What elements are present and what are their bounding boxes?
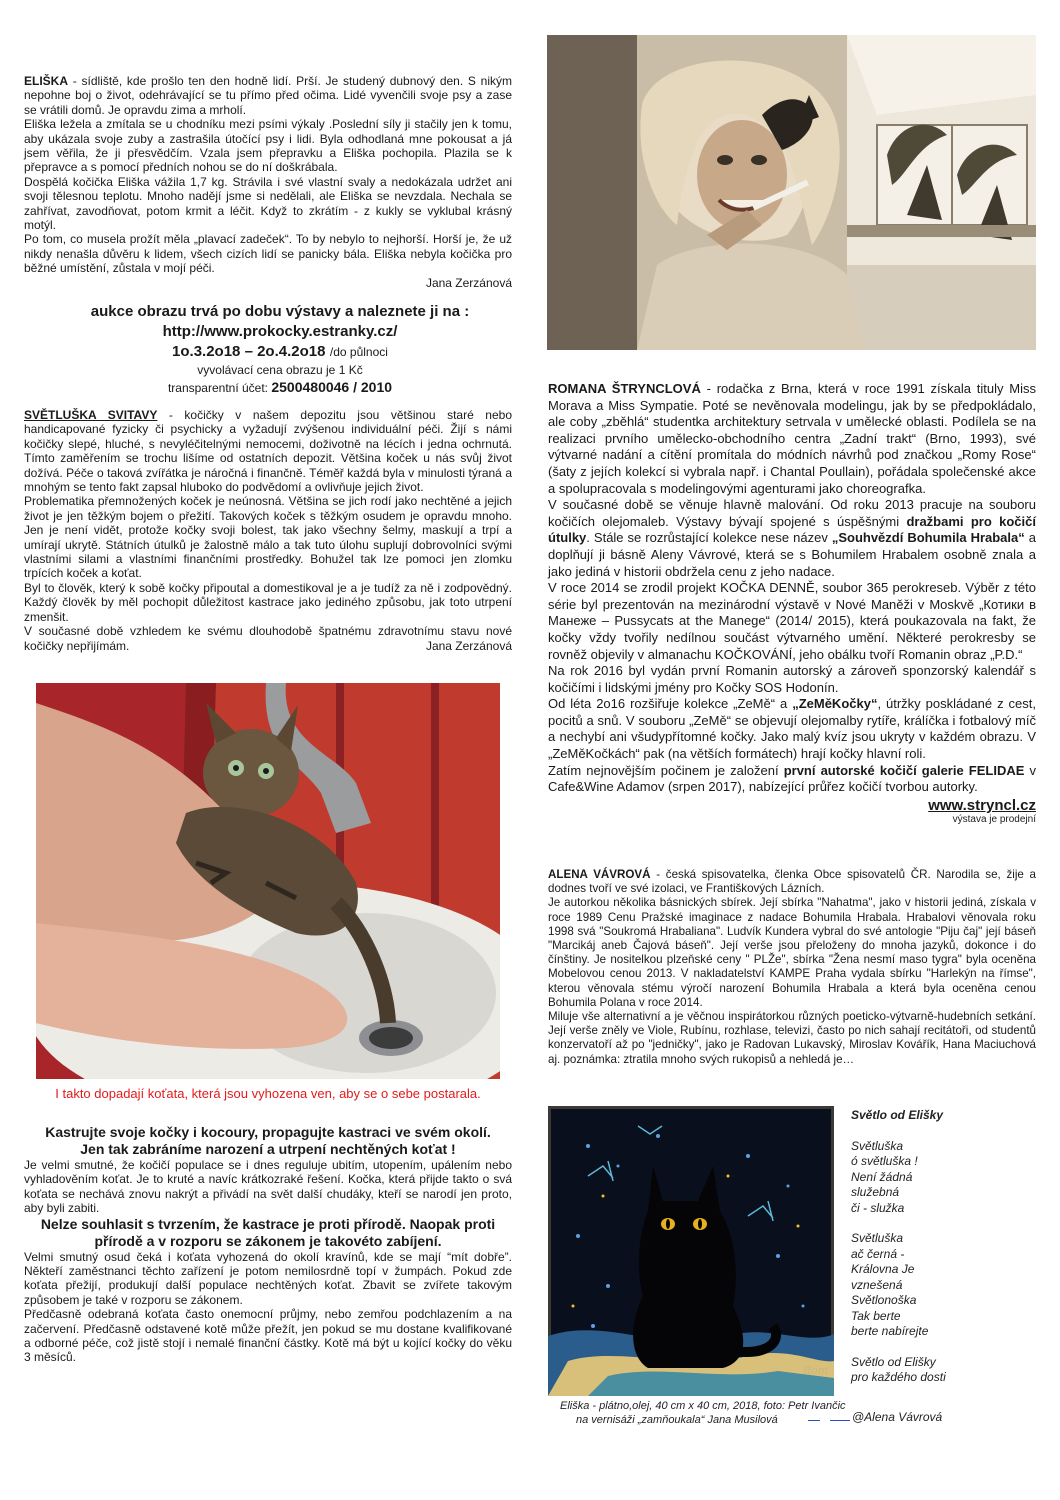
alena-section — [548, 868, 1036, 1067]
poem-stanza — [851, 1139, 1031, 1217]
alena-paragraph: Je autorkou několika básnických sbírek. Její sbírka "Nahatma", jako v historii jediná, získala v roce 1989 Cenu Pražské imaginace z nadace Bohumila Hrabala. Hrabalovi věnovala roku 1998 svá "Soukromá Hrabaliana". Ludvík Kundera vybral do své antologie "Piju čaj" její báseň "Marcikáj aneb Čajová báseň". Její verše jsou přeloženy do mnoha jazyků, dokonce i do čínštiny. Je nositelkou plzeňské ceny " PLŽe", sbírka "Žena nesmí maso tygra" byla oceněna Mobelovou cenou 2013. V nakladatelství KAMPE Praha vydala sbírku "Harlekýn na římse", kterou věnovala stému výročí narození Bohumila Hrabala a která byla oceněna cenou Bohumila Polana v roce 2014. — [548, 896, 1036, 1009]
poem-line: Není žádná — [851, 1169, 913, 1184]
poem-line: vznešená — [851, 1277, 903, 1292]
castration-paragraph: Velmi smutný osud čeká i koťata vyhozená do okolí kravínů, kde se mají “mít dobře”. Někteří zaměstnanci těchto zařízení je potom nemilosrdně topí v žumpách. Pokud zde koťata přežijí, produkují další populace nechtěných koťat. Zbavit se zvířete takovým způsobem je také v rozporu se zákonem. — [24, 1249, 512, 1307]
eliska-title: ELIŠKA — [24, 74, 69, 88]
alena-title: ALENA VÁVROVÁ — [548, 868, 651, 881]
castration-heading: Nelze souhlasit s tvrzením, že kastrace je proti přírodě. Naopak proti přírodě a v rozporu se zákonem je takovéto zabíjení. — [40, 1215, 496, 1249]
poem-line: Světluška — [851, 1138, 904, 1153]
poem-line: Tak berte — [851, 1308, 901, 1323]
poem-stanza — [851, 1231, 1031, 1340]
auction-dates-note: /do půlnoci — [329, 345, 388, 359]
painting-caption-line: na vernisáži „zamňoukala“ Jana Musilová — [576, 1414, 778, 1426]
auction-dates: 1o.3.2o18 – 2o.4.2o18 — [172, 343, 326, 360]
castration-paragraph: Předčasně odebraná koťata často onemocní průjmy, nebo zemřou podchlazením a na začervení. Předčasně odstavené kotě může přežít, jen pokud se mu dostane kvalifikované a odborné péče, což jistě stojí i nemalé finanční částky. Kotě má být u kojící kočky do věku 3 měsíců. — [24, 1307, 512, 1365]
portrait-image — [547, 35, 1036, 350]
romana-photo — [547, 35, 1036, 350]
castration-paragraph: Je velmi smutné, že kočičí populace se i dnes reguluje ubitím, utopením, upálením nebo vyhladověním koťat. Je to kruté a navíc krátkozraké řešení. Kočka, která přijde takto o svá koťata se nechává znovu nakrýt a přivádí na svět další chudáky, kteří se narodí jen proto, aby byli zabiti. — [24, 1158, 512, 1216]
eliska-paragraph: Eliška ležela a zmítala se u chodníku mezi psími výkaly .Poslední síly ji stačily jen k tomu, aby ukázala svoje zuby a zastrašila útočící psy i lidi. Byla odhodlaná mne pokousat a já jsem věřila, že ji přesvědčím. Vzala jsem přepravku a Eliška pochopila. Plazila se k přepravce a s pomocí předních nohou se do ní doškrábala. — [24, 117, 512, 175]
caption-link-dash — [830, 1420, 850, 1421]
black-cat-painting — [548, 1106, 834, 1396]
poem-line: ó světluška ! — [851, 1154, 918, 1168]
auction-price: vyvolávací cena obrazu je 1 Kč — [197, 363, 363, 377]
eliska-painting — [548, 1106, 834, 1396]
eliska-author: Jana Zerzánová — [425, 275, 512, 290]
svetluska-paragraph: Byl to člověk, který k sobě kočky připoutal a domestikoval je a je tudíž za ně i zodpovědný. Každý člověk by měl pochopit důležitost kastrace jako jediného způsobu, jak toto utrpení zmenšit. — [24, 580, 512, 624]
svetluska-paragraph: - kočičky v našem depozitu jsou většinou staré nebo handicapované fyzicky či psychicky a vyžadují zvýšenou individuální péči. Žijí s námi kočičky slepé, hluché, s nevyléčitelnými nemocemi, doživotně na lécích i jedna ochrnutá. Tímto zaměřením se trochu lišíme od ostatních depozit. Většina koček u nás svůj život dožívá. Péče o taková zvířátka je náročná i finančně. Téměř každá byla v minulosti týraná a mnohým se tento fakt zapsal hluboko do podvědomí a ovlivňuje jejich život. — [24, 408, 512, 495]
romana-paragraph: , útržky poskládané z cest, pocitů a snů. V souboru „ZeMě“ se objevují olejomalby rytíře, králíčka i fotbalový míč a nechybí ani všudypřítomné kočky. Jako malý kvíz jsou ukryty v každém obrazu. V „ZeMěKočkách“ pak (na větších formátech) hrají kočky hlavní roli. — [548, 696, 1036, 762]
romana-bold: „ZeMěKočky“ — [792, 696, 878, 712]
poem-line: Světluška — [851, 1231, 904, 1245]
sale-note: výstava je prodejní — [952, 814, 1036, 826]
poem-line: ač černá - — [851, 1246, 905, 1261]
account-number: 2500480046 / 2010 — [271, 379, 393, 395]
kitten-caption: I takto dopadají koťata, která jsou vyhozena ven, aby se o sebe postarala. — [55, 1086, 481, 1101]
poem-stanza — [851, 1355, 1031, 1386]
caption-link-dash — [808, 1420, 820, 1421]
romana-paragraph: . Stále se rozrůstající kolekce nese název — [586, 530, 832, 546]
eliska-paragraph: Po tom, co musela prožít měla „plavací zadeček“. To by nebylo to nejhorší. Horší je, že už nikdy nenašla důvěru k lidem, všech cizích lidí se panicky bála. Eliška nebyla kočička pro běžné umístění, zůstala v mojí péči. — [24, 232, 512, 276]
poem-line: berte nabírejte — [851, 1324, 929, 1338]
romana-bold: dražbami pro kočičí útulky — [548, 513, 1036, 546]
alena-paragraph: Miluje vše alternativní a je věčnou inspirátorkou různých poeticko-výtvarně-hudebních setkání. Její verše zněly ve Viole, Rubínu, rozhlase, televizi, často po nich sahají recitátoři, od studentů konzervatoří až po "jedničky", jako je Radovan Lukavský, Miroslav Kovářík, Hana Maciuchová aj. poznámka: ztratila mnoho svých rukopisů a nehledá je… — [548, 1010, 1036, 1066]
painting-signature-mark: Rom — [803, 1364, 829, 1377]
svetluska-paragraph: V současné době vzhledem ke svému dlouhodobě špatnému zdravotnímu stavu nové kočičky nepřijímám. — [24, 624, 512, 653]
svetluska-paragraph: Problematika přemnožených koček je neúnosná. Většina se jich rodí jako nechtěné a jejich život je jen těžkým bojem o přežití. Takových koček s těžkým osudem je opravdu mnoho. Jen je není vidět, protože kočky svoji bolest, tak jako všechny šelmy, maskují a trpí a umírají ukrytě. Státních útulků je žalostně málo a tak tuto úlohu suplují dobrovolníci svými vlastními silami a vlastními finančními prostředky. Bohužel tak lze pomoci jen zlomku trpících koček a koťat. — [24, 494, 512, 581]
svetluska-section — [24, 408, 512, 653]
romana-bold: „Souhvězdí Bohumila Hrabala“ — [831, 530, 1025, 546]
romana-paragraph: a doplňují ji básně Aleny Vávrové, která se s Bohumilem Hrabalem osobně znala a jako jediná v historii obdržela cenu z jeho nadace. — [548, 530, 1036, 579]
romana-paragraph: Od léta 2o16 rozšiřuje kolekce „ZeMě“ a — [548, 696, 793, 712]
romana-website[interactable]: www.stryncl.cz — [928, 796, 1036, 814]
romana-bold: první autorské kočičí galerie FELIDAE — [783, 762, 1025, 778]
poem-line: pro každého dosti — [851, 1370, 946, 1384]
auction-url[interactable]: http://www.prokocky.estranky.cz/ — [162, 323, 398, 340]
castration-section — [24, 1124, 512, 1365]
poem-signature: @Alena Vávrová — [852, 1410, 943, 1424]
poem-line: či - služka — [851, 1200, 905, 1215]
romana-paragraph: v Cafe&Wine Adamov (srpen 2017), nabízející průřez kočičí tvorbou autorky. — [548, 762, 1036, 795]
romana-paragraph: V současné době se věnuje hlavně malování. Od roku 2013 pracuje na souboru kočičích olejomaleb. Výstavy bývají spojené s úspěšnými — [548, 497, 1036, 529]
eliska-paragraph: - sídliště, kde prošlo ten den hodně lidí. Prší. Je studený dubnový den. S nikým nepohne boj o život, odehrávající se tu přímo před očima. Lidé vyvenčili svoje psy a zase se vrátili domů. Je opravdu zima a mrholí. — [24, 74, 512, 117]
romana-paragraph: Zatím nejnovějším počinem je založení — [548, 762, 784, 778]
romana-section — [548, 381, 1036, 826]
auction-line: aukce obrazu trvá po dobu výstavy a naleznete ji na : — [90, 303, 470, 320]
kitten-bath-image — [36, 683, 500, 1079]
poem-line: služebná — [851, 1185, 900, 1199]
romana-title: ROMANA ŠTRYNCLOVÁ — [548, 381, 701, 396]
castration-heading: Kastrujte svoje kočky i kocoury, propagujte kastraci ve svém okolí. Jen tak zabráníme narození a utrpení nechtěných koťat ! — [45, 1124, 491, 1157]
auction-block — [24, 302, 536, 397]
poem-title: Světlo od Elišky — [851, 1108, 944, 1122]
svetluska-author: Jana Zerzánová — [425, 638, 512, 653]
romana-paragraph: V roce 2014 se zrodil projekt KOČKA DENNĚ, soubor 365 perokreseb. Výběr z této série byl prezentován na mezinárodní výstavě v Nové Maněži v Moskvě „Котики в Манеже – Pussycats at the Manege“ (2014/ 2015), která poukazovala na fakt, že kočky vždy tvořily nedílnou součást výtvarného umění. Některé perokresby se rovněž objevily v almanachu KOČKOVÁNÍ, jeho obálku tvoří Romanin obraz „P.D.“ — [548, 580, 1036, 662]
romana-paragraph: - rodačka z Brna, která v roce 1991 získala tituly Miss Morava a Miss Sympatie. Poté se nevěnovala modelingu, jak by se předpokládalo, ale coby „zběhlá“ studentka architektury setrvala v umělecké oblasti. Podílela se na realizaci prvního umělecko-obchodního centra „Zadní trakt“ (Brno, 1993), své výtvarné nadání a cítění promítala do módních návrhů pod značkou „Romy Rose“ (šaty z jejích kolekcí si vybrala např. i Chantal Poullain), pořádala společenské akce a spolupracovala s modelingovými agenturami jako choreografka. — [548, 381, 1036, 496]
painting-caption-line: Eliška - plátno,olej, 40 cm x 40 cm, 2018, foto: Petr Ivančic — [560, 1400, 846, 1412]
svetluska-title: SVĚTLUŠKA SVITAVY — [24, 408, 158, 422]
poem-line: Královna Je — [851, 1262, 915, 1276]
alena-paragraph: - česká spisovatelka, členka Obce spisovatelů ČR. Narodila se, žije a dodnes tvoří ve své izolaci, ve Františkových Lázních. — [548, 868, 1036, 896]
painting-caption — [548, 1399, 848, 1427]
eliska-paragraph: Dospělá kočička Eliška vážila 1,7 kg. Strávila i své vlastní svaly a nedokázala udržet ani svoji tělesnou teplotu. Mnoho nadějí jsme si nedělali, ale Eliška se nevzdala. Nechala se zahřívat, zavodňovat, potom krmit a léčit. Když to zkrátím - z kukly se vyklubal krásný motýl. — [24, 174, 512, 233]
poem-line: Světlo od Elišky — [851, 1354, 936, 1369]
kitten-photo — [36, 683, 500, 1079]
romana-paragraph: Na rok 2016 byl vydán první Romanin autorský a zároveň sponzorský kalendář s kočičími i lidskými jmény pro Kočky SOS Hodonín. — [548, 663, 1036, 695]
poem — [851, 1108, 1031, 1386]
account-label: transparentní účet: — [167, 381, 269, 395]
eliska-section — [24, 74, 512, 290]
poem-line: Světlonoška — [851, 1293, 917, 1307]
